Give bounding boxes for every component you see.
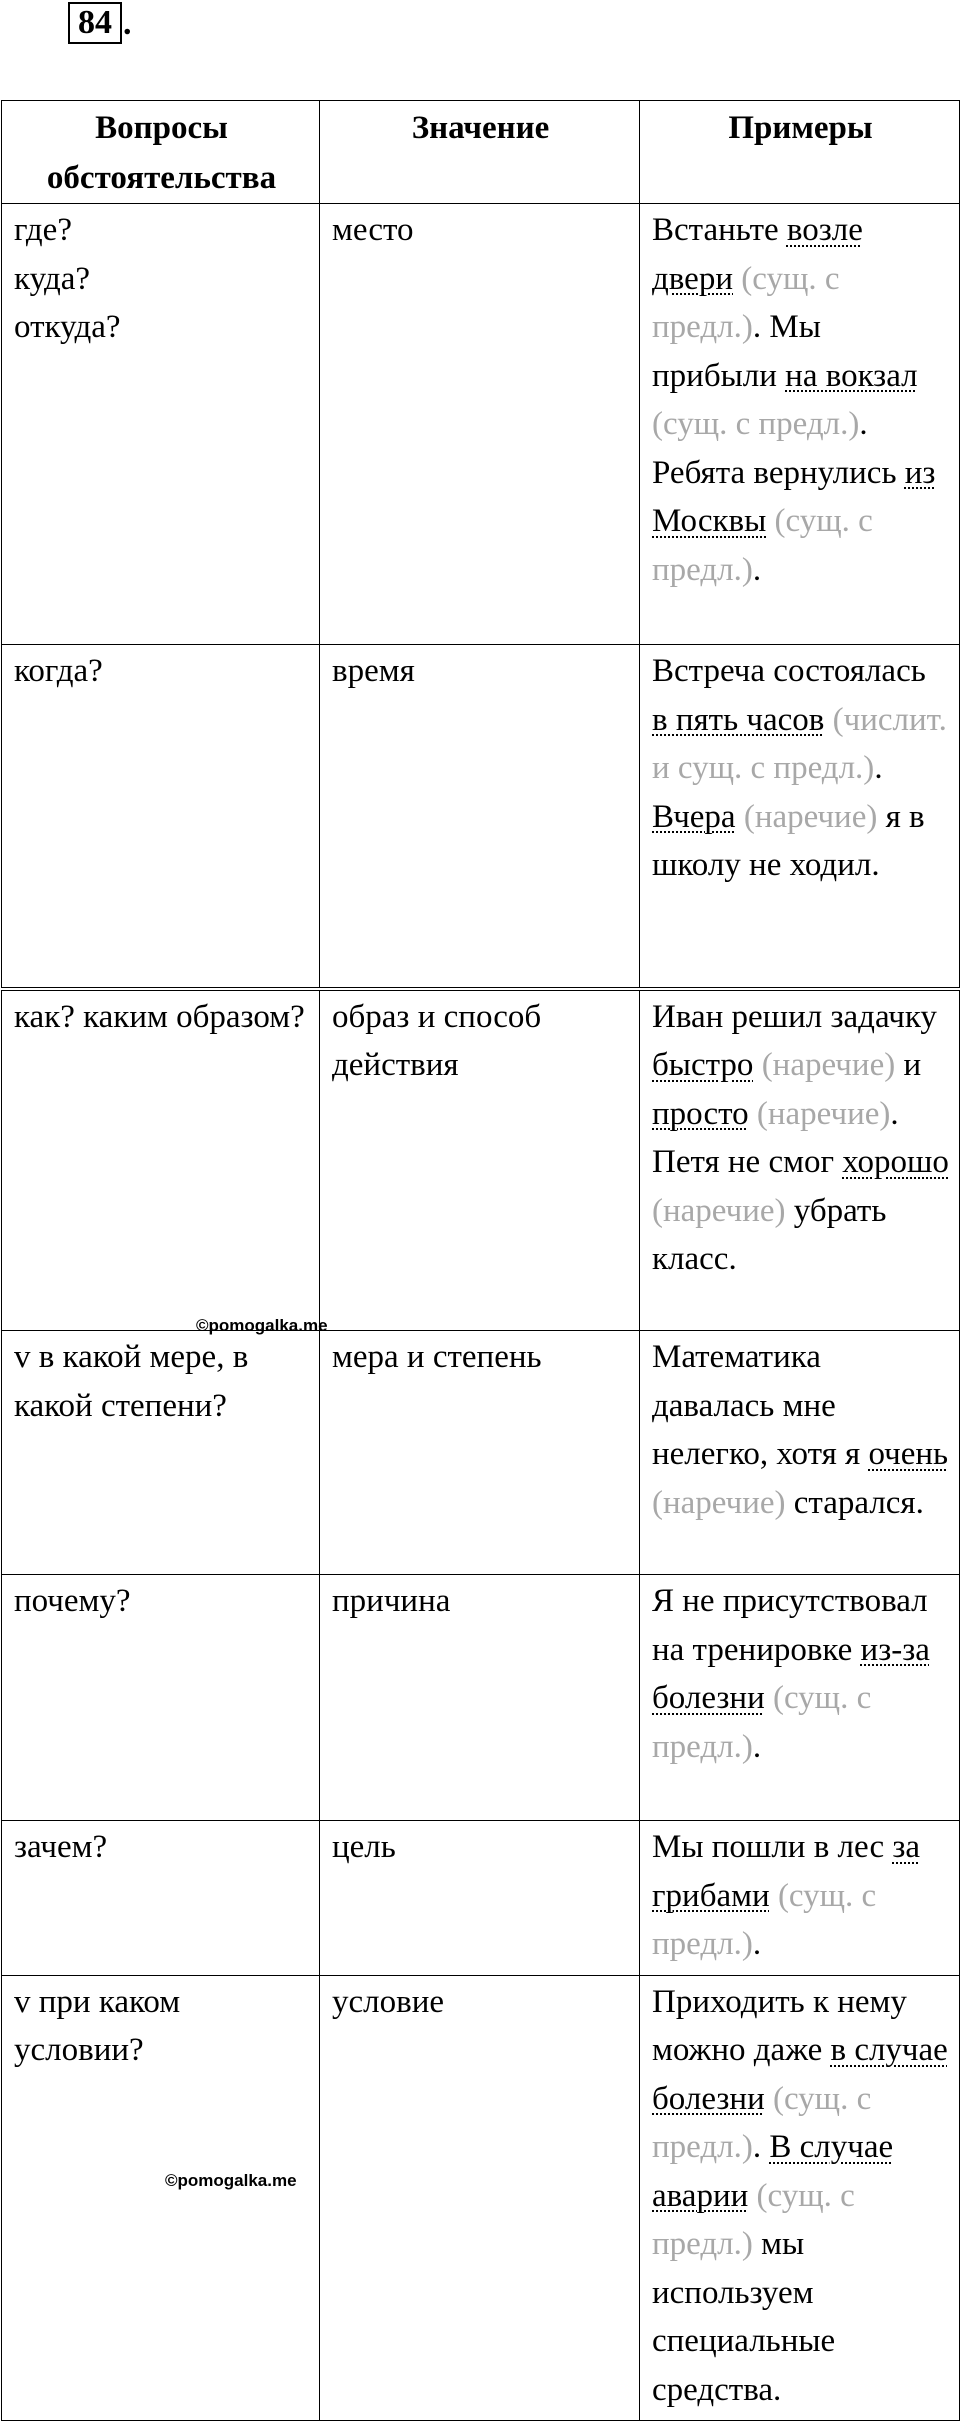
meaning-cell: образ и способ действия [320,989,640,1331]
question-cell [2,1331,320,1575]
meaning-cell: место [320,204,640,645]
question-text: где? [14,212,72,248]
question-cell [2,204,320,645]
question-text: как? каким образом? [14,998,305,1035]
adverbial-questions-table [1,100,960,2421]
example-text: старался. [785,1484,924,1521]
example-cell [640,1975,960,2421]
question-text: куда? [14,260,91,297]
adverbial-phrase: из Москвы [652,454,936,539]
example-text: . [752,1728,762,1765]
grammar-note: (сущ. с предл.) [652,503,873,588]
example-text: . [874,750,883,786]
meaning-cell: цель [320,1821,640,1976]
grammar-note: (наречие) [753,1047,896,1083]
question-cell [2,645,320,989]
example-text: Мы пошли в лес [652,1829,893,1865]
header-examples: Примеры [640,101,960,204]
exercise-number-box: 84 [68,2,122,44]
question-cell [2,1975,320,2421]
meaning-cell: условие [320,1975,640,2421]
example-text: Приходить к нему можно даже [652,1983,907,2068]
grammar-note: (сущ. с предл.) [652,2177,855,2262]
example-text: . [752,1926,762,1962]
grammar-note: (сущ. с предл.) [652,406,860,442]
adverbial-phrase: в пять часов [652,701,825,738]
example-cell [640,645,960,989]
question-cell [2,1821,320,1976]
example-cell [640,1331,960,1575]
example-text: я в школу не ходил. [652,798,925,883]
table-row [2,1575,960,1821]
grammar-note: (наречие) [652,1484,786,1521]
adverbial-phrase: возле двери [652,212,863,297]
adverbial-phrase: В случае аварии [652,2129,894,2214]
meaning-cell: причина [320,1575,640,1821]
grammar-note: (сущ. с предл.) [652,260,840,345]
example-cell [640,204,960,645]
adverbial-phrase: из-за болезни [652,1631,930,1716]
watermark: ©pomogalka.me [165,2171,297,2190]
table-header-row [2,101,960,204]
grammar-note: (сущ. с предл.) [652,2080,872,2165]
question-cell [2,989,320,1331]
adverbial-phrase: на вокзал [785,357,918,394]
table-row [2,645,960,989]
example-text: мы используем специальные средства. [652,2226,836,2408]
adverbial-phrase: хорошо [842,1144,949,1180]
example-text: убрать класс. [652,1192,887,1277]
question-text: откуда? [14,309,121,345]
adverbial-phrase: за грибами [652,1829,921,1914]
table-row [2,989,960,1331]
header-meaning: Значение [320,101,640,204]
example-text: Математика давалась мне нелегко, хотя я [652,1339,869,1472]
example-text: и [895,1047,922,1083]
meaning-cell: мера и степень [320,1331,640,1575]
question-text: когда? [14,653,103,689]
grammar-note: (наречие) [735,798,878,835]
example-text: . Мы прибыли [652,309,821,394]
grammar-note: (числит. и сущ. с предл.) [652,701,947,786]
table-row [2,1821,960,1976]
example-text: Встаньте [652,212,787,248]
header-questions: Вопросы обстоятельства [2,101,320,204]
table-row [2,1331,960,1575]
grammar-note: (сущ. с предл.) [652,1877,877,1962]
example-cell [640,989,960,1331]
grammar-note: (наречие) [748,1095,891,1132]
adverbial-phrase: Вчера [652,798,736,835]
example-text: Встреча состоялась [652,653,926,689]
exercise-number [68,2,132,44]
example-text: . [752,2129,770,2165]
example-text: . Ребята вернулись [652,406,905,491]
example-text: . [752,551,762,588]
table-row [2,1975,960,2421]
exercise-number-dot: . [123,5,132,42]
grammar-note: (наречие) [652,1192,786,1229]
meaning-cell: время [320,645,640,989]
adverbial-phrase: просто [652,1095,749,1132]
table-row [2,204,960,645]
example-cell [640,1821,960,1976]
example-cell [640,1575,960,1821]
adverbial-phrase: очень [868,1436,949,1472]
adverbial-phrase: в случае болезни [652,2032,948,2117]
grammar-note: (сущ. с предл.) [652,1680,872,1765]
example-text: Иван решил задачку [652,998,937,1035]
question-text: v при каком условии? [14,1983,181,2068]
example-text: Я не присутствовал на тренировке [652,1583,928,1668]
watermark: ©pomogalka.me [196,1316,328,1335]
question-cell [2,1575,320,1821]
question-text: зачем? [14,1829,108,1865]
adverbial-phrase: быстро [652,1047,754,1083]
example-text: . Петя не смог [652,1095,899,1180]
question-text: v в какой мере, в какой степени? [14,1339,249,1424]
question-text: почему? [14,1583,131,1619]
